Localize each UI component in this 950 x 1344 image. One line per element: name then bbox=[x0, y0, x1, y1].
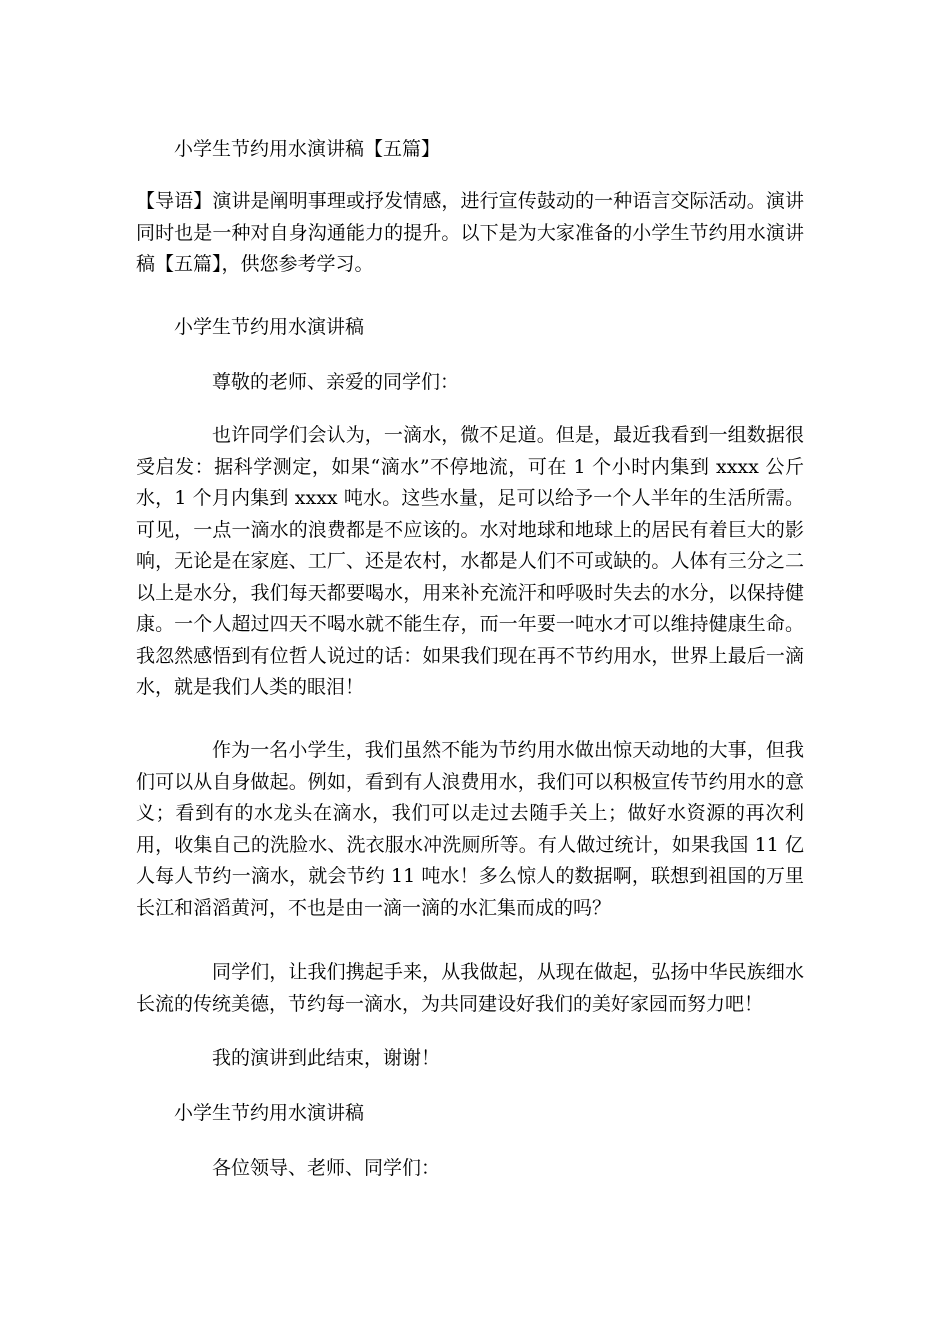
speech-2-heading: 小学生节约用水演讲稿 bbox=[174, 1102, 365, 1124]
intro-paragraph: 【导语】演讲是阐明事理或抒发情感，进行宣传鼓动的一种语言交际活动。演讲同时也是一种对自身沟通能力的提升。以下是为大家准备的小学生节约用水演讲稿【五篇】，供您参考学习。 bbox=[136, 190, 804, 275]
speech-1-salutation: 尊敬的老师、亲爱的同学们： bbox=[212, 371, 460, 393]
speech-1-closing: 我的演讲到此结束，谢谢！ bbox=[212, 1047, 441, 1069]
speech-1-heading: 小学生节约用水演讲稿 bbox=[174, 316, 365, 338]
speech-2-salutation: 各位领导、老师、同学们： bbox=[212, 1157, 441, 1179]
document-title: 小学生节约用水演讲稿【五篇】 bbox=[174, 138, 441, 160]
speech-1-paragraph-3: 同学们，让我们携起手来，从我做起，从现在做起，弘扬中华民族细水长流的传统美德，节约每一滴水，为共同建设好我们的美好家园而努力吧！ bbox=[136, 961, 804, 1015]
speech-1-paragraph-1: 也许同学们会认为，一滴水，微不足道。但是，最近我看到一组数据很受启发：据科学测定，如果“滴水”不停地流，可在 1 个小时内集到 xxxx 公斤水，1 个月内集到 xxxx 吨水。这些水量，足可以给予一个人半年的生活所需。可见，一点一滴水的浪费都是不应该的。水对地球和地球上的居民有着巨大的影响，无论是在家庭、工厂、还是农村，水都是人们不可或缺的。人体有三分之二以上是水分，我们每天都要喝水，用来补充流汗和呼吸时失去的水分，以保持健康。一个人超过四天不喝水就不能生存，而一年要一吨水才可以维持健康生命。我忽然感悟到有位哲人说过的话：如果我们现在再不节约用水，世界上最后一滴水，就是我们人类的眼泪！ bbox=[136, 424, 804, 698]
speech-1-paragraph-2: 作为一名小学生，我们虽然不能为节约用水做出惊天动地的大事，但我们可以从自身做起。例如，看到有人浪费用水，我们可以积极宣传节约用水的意义；看到有的水龙头在滴水，我们可以走过去随手关上；做好水资源的再次利用，收集自己的洗脸水、洗衣服水冲洗厕所等。有人做过统计，如果我国 11 亿人每人节约一滴水，就会节约 11 吨水！多么惊人的数据啊，联想到祖国的万里长江和滔滔黄河，不也是由一滴一滴的水汇集而成的吗？ bbox=[136, 739, 804, 919]
